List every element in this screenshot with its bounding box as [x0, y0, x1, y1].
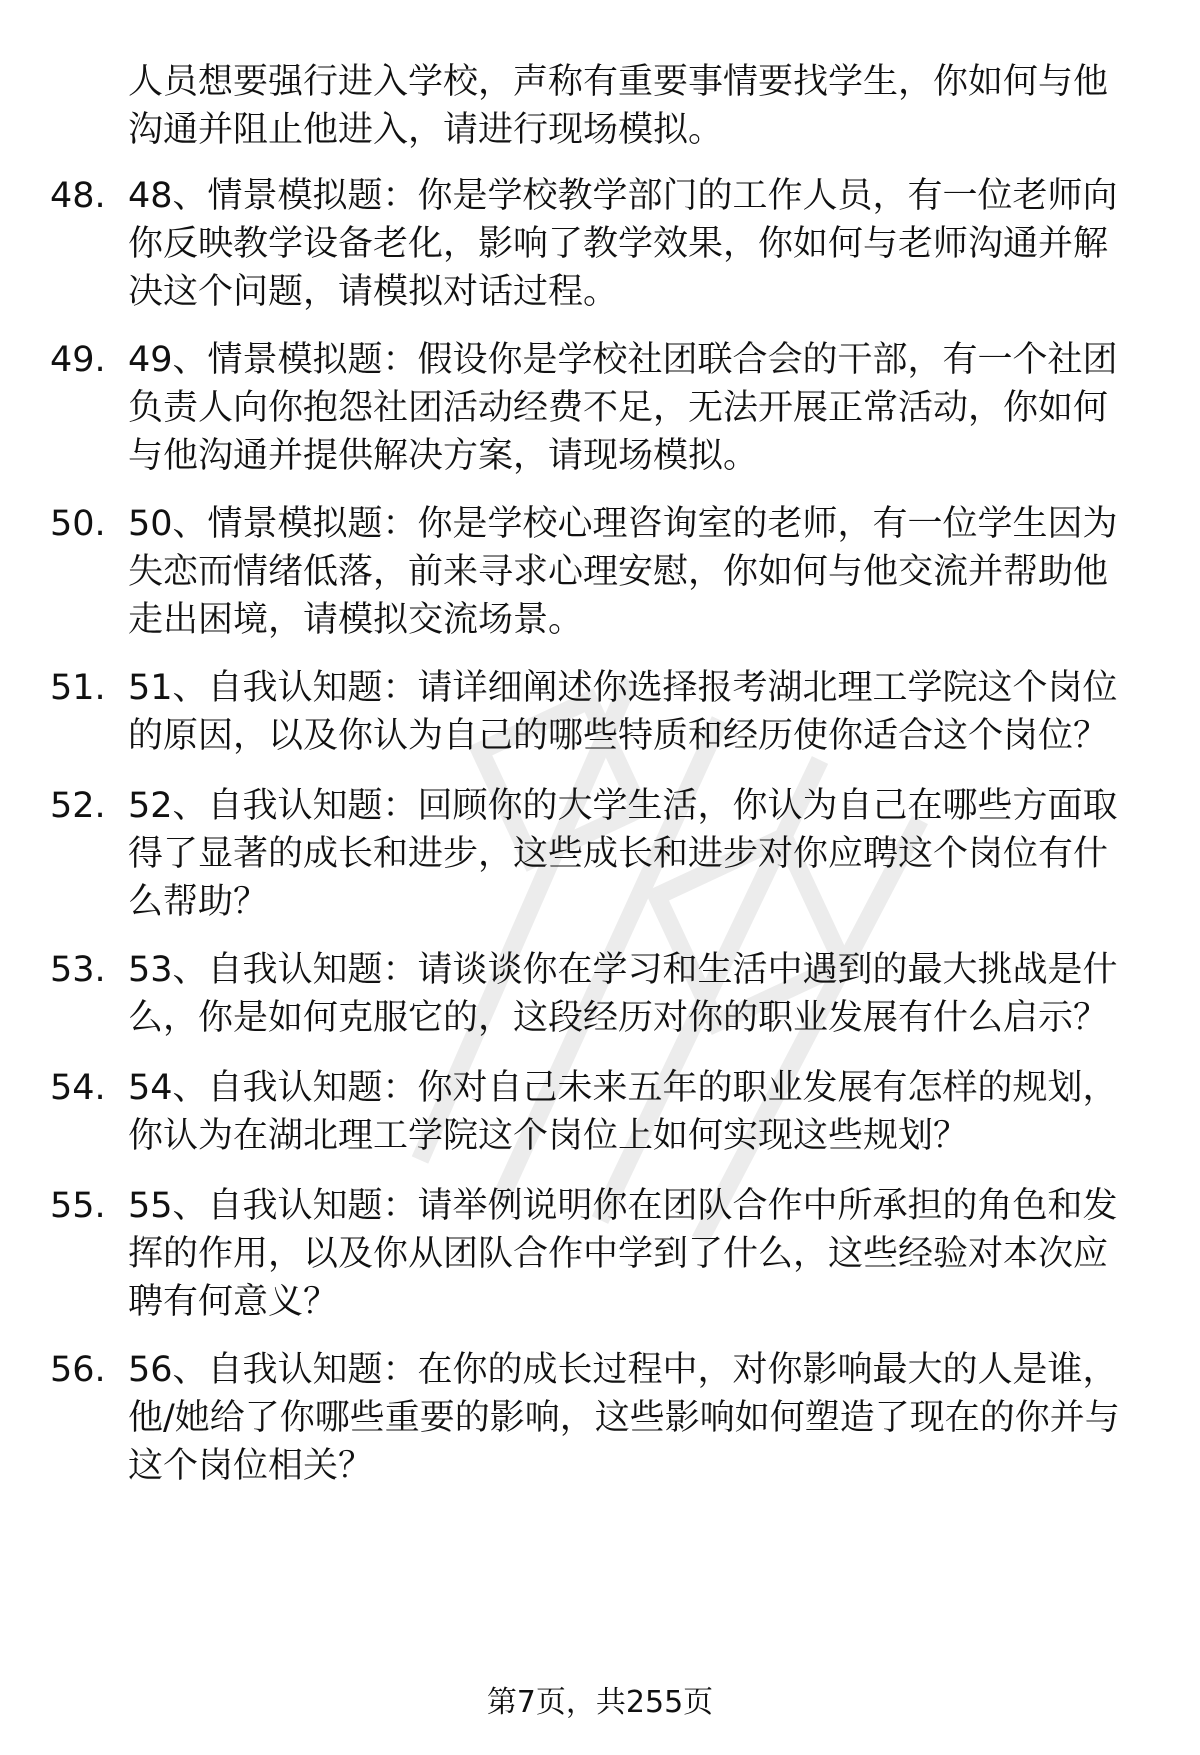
- question-text: 55、自我认知题：请举例说明你在团队合作中所承担的角色和发挥的作用，以及你从团队合作中学到了什么，这些经验对本次应聘有何意义？: [128, 1186, 1118, 1322]
- page-footer: 第7页，共255页: [486, 1685, 714, 1720]
- intro-paragraph: 人员想要强行进入学校，声称有重要事情要找学生，你如何与他沟通并阻止他进入，请进行现场模拟。: [128, 62, 1109, 150]
- question-text: 50、情景模拟题：你是学校心理咨询室的老师，有一位学生因为失恋而情绪低落，前来寻求心理安慰，你如何与他交流并帮助他走出困境，请模拟交流场景。: [128, 504, 1118, 640]
- question-text: 48、情景模拟题：你是学校教学部门的工作人员，有一位老师向你反映教学设备老化，影响了教学效果，你如何与老师沟通并解决这个问题，请模拟对话过程。: [128, 176, 1118, 312]
- question-text: 51、自我认知题：请详细阐述你选择报考湖北理工学院这个岗位的原因，以及你认为自己的哪些特质和经历使你适合这个岗位？: [128, 668, 1118, 756]
- question-text: 49、情景模拟题：假设你是学校社团联合会的干部，有一个社团负责人向你抱怨社团活动经费不足，无法开展正常活动，你如何与他沟通并提供解决方案，请现场模拟。: [128, 340, 1118, 476]
- question-number: 52.: [50, 786, 106, 826]
- question-text: 53、自我认知题：请谈谈你在学习和生活中遇到的最大挑战是什么，你是如何克服它的，这段经历对你的职业发展有什么启示？: [128, 950, 1118, 1038]
- question-number: 51.: [50, 668, 106, 708]
- question-text: 56、自我认知题：在你的成长过程中，对你影响最大的人是谁，他/她给了你哪些重要的影响，这些影响如何塑造了现在的你并与这个岗位相关？: [128, 1350, 1120, 1486]
- question-number: 55.: [50, 1186, 106, 1226]
- question-number: 49.: [50, 340, 106, 380]
- question-number: 48.: [50, 176, 106, 216]
- question-text: 54、自我认知题：你对自己未来五年的职业发展有怎样的规划，你认为在湖北理工学院这个岗位上如何实现这些规划？: [128, 1068, 1118, 1156]
- question-text: 52、自我认知题：回顾你的大学生活，你认为自己在哪些方面取得了显著的成长和进步，这些成长和进步对你应聘这个岗位有什么帮助？: [128, 786, 1118, 922]
- question-number: 50.: [50, 504, 106, 544]
- question-number: 53.: [50, 950, 106, 990]
- question-number: 56.: [50, 1350, 106, 1390]
- question-number: 54.: [50, 1068, 106, 1108]
